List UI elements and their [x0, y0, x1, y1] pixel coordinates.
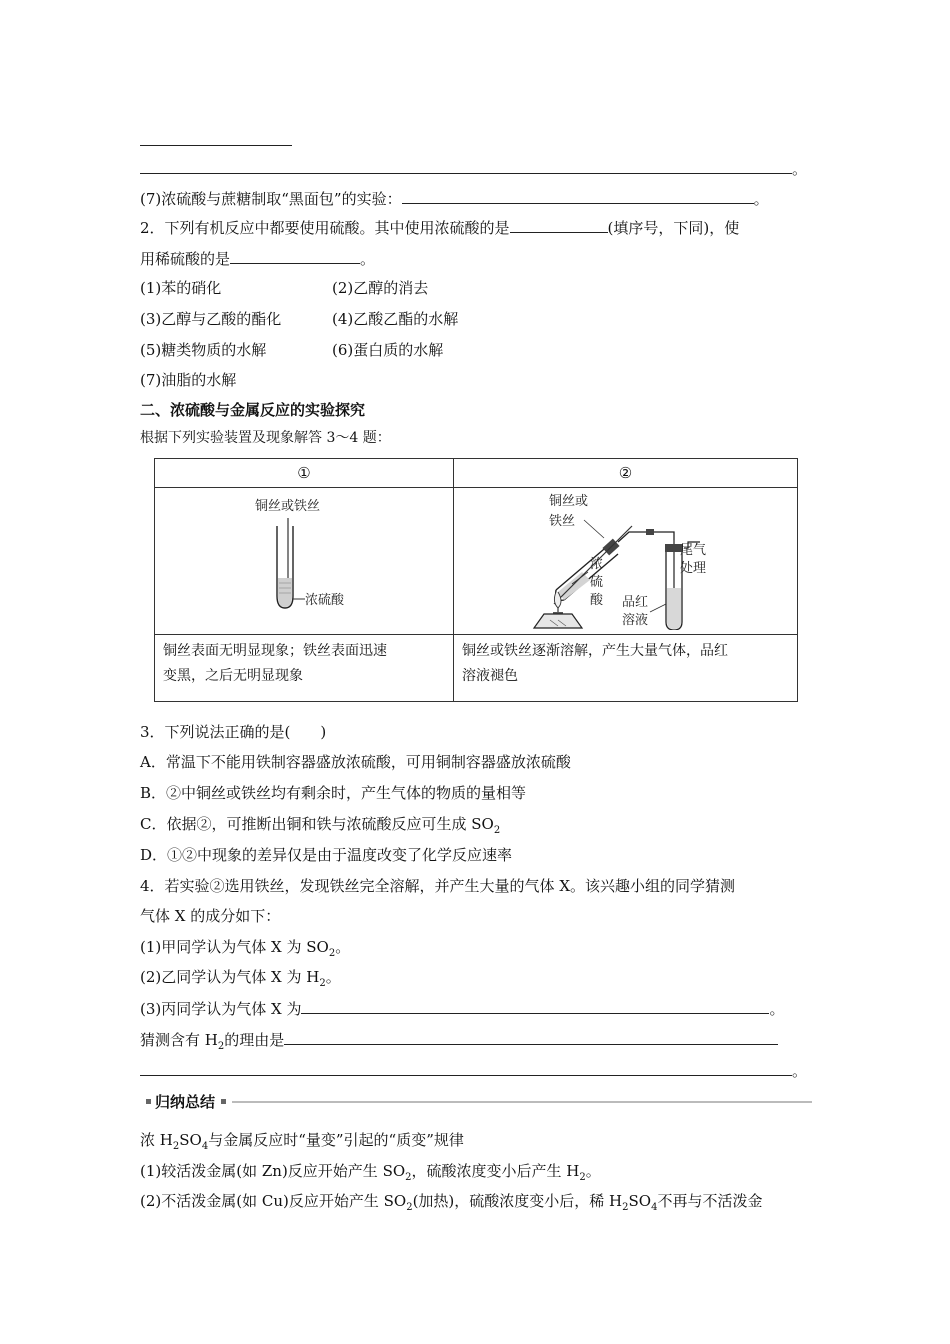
- answer-blank-reason[interactable]: [284, 1029, 778, 1045]
- answer-blank-gas[interactable]: [301, 998, 769, 1014]
- svg-text:品红: 品红: [622, 595, 649, 610]
- figure-2-cell: [454, 488, 798, 635]
- question-7: (7)浓硫酸与蔗糖制取“黑面包”的实验： 。: [140, 190, 769, 208]
- option-row: (1)苯的硝化 (2)乙醇的消去: [140, 279, 429, 297]
- svg-text:硫: 硫: [590, 575, 604, 590]
- test-tube-figure: [155, 488, 453, 630]
- svg-text:铜丝或: 铜丝或: [549, 494, 589, 509]
- reason-line-2[interactable]: 。: [140, 1060, 812, 1081]
- summary-title: 浓 $H_2SO_4$与金属反应时“量变”引起的“质变”规律: [140, 1131, 464, 1152]
- option-c[interactable]: C．依据②，可推断出铜和铁与浓硫酸反应可生成 $SO_2$: [140, 815, 501, 836]
- answer-blank-q7[interactable]: [402, 188, 754, 204]
- answer-blank-conc[interactable]: [510, 217, 608, 233]
- apparatus-figure: [454, 488, 797, 630]
- answer-line-full[interactable]: 。: [140, 158, 812, 179]
- svg-text:溶液: 溶液: [622, 613, 649, 628]
- option-row: (7)油脂的水解: [140, 371, 237, 389]
- guess-1: (1)甲同学认为气体 X 为 $SO_2$。: [140, 938, 351, 959]
- summary-rule-1: (1)较活泼金属(如 Zn)反应开始产生 $SO_2$，硫酸浓度变小后产生 $H_2$。: [140, 1162, 601, 1183]
- question-2-line2: 用稀硫酸的是 。: [140, 250, 376, 268]
- answer-line-top[interactable]: [140, 130, 812, 151]
- fig1-label-wire: 铜丝或铁丝: [255, 499, 321, 514]
- svg-text:铁丝: 铁丝: [549, 514, 576, 529]
- option-row: (3)乙醇与乙酸的酯化 (4)乙酸乙酯的水解: [140, 310, 459, 328]
- option-a[interactable]: A．常温下不能用铁制容器盛放浓硫酸，可用铜制容器盛放浓硫酸: [140, 753, 571, 771]
- guess-2: (2)乙同学认为气体 X 为 $H_2$。: [140, 968, 341, 989]
- reason-line: 猜测含有 $H_2$的理由是: [140, 1029, 812, 1050]
- section-title: 二、浓硫酸与金属反应的实验探究: [140, 401, 366, 419]
- summary-tag: 归纳总结: [155, 1093, 216, 1111]
- summary-divider: [140, 1092, 812, 1112]
- fig1-label-acid: 浓硫酸: [305, 593, 345, 608]
- question-3-stem: 3．下列说法正确的是( ): [140, 723, 327, 741]
- option-d[interactable]: D．①②中现象的差异仅是由于温度改变了化学反应速率: [140, 846, 513, 864]
- option-row: (5)糖类物质的水解 (6)蛋白质的水解: [140, 341, 444, 359]
- table-header-1: ①: [155, 459, 454, 488]
- option-b[interactable]: B．②中铜丝或铁丝均有剩余时，产生气体的物质的量相等: [140, 784, 527, 802]
- question-4-line1: 4．若实验②选用铁丝，发现铁丝完全溶解，并产生大量的气体 X。该兴趣小组的同学猜测: [140, 877, 735, 895]
- figure-1-cell: [155, 488, 454, 635]
- svg-text:处理: 处理: [680, 561, 707, 576]
- table-header-2: ②: [454, 459, 798, 488]
- summary-rule-2: (2)不活泼金属(如 Cu)反应开始产生 $SO_2$(加热)，硫酸浓度变小后，稀 $H_2SO_4$不再与不活泼金: [140, 1192, 763, 1213]
- section-intro: 根据下列实验装置及现象解答 3～4 题：: [140, 430, 391, 446]
- answer-blank-dilute[interactable]: [230, 248, 360, 264]
- svg-text:尾气: 尾气: [680, 543, 707, 558]
- question-4-line2: 气体 X 的成分如下：: [140, 907, 281, 925]
- svg-text:酸: 酸: [590, 593, 604, 608]
- svg-text:浓: 浓: [590, 557, 604, 572]
- result-cell-2: 铜丝或铁丝逐渐溶解，产生大量气体，品红 溶液褪色: [454, 635, 798, 702]
- question-2-line1: 2．下列有机反应中都要使用硫酸。其中使用浓硫酸的是 (填序号，下同)，使: [140, 219, 740, 237]
- experiment-table: [154, 458, 798, 702]
- result-cell-1: 铜丝表面无明显现象；铁丝表面迅速 变黑，之后无明显现象: [155, 635, 454, 702]
- guess-3: (3)丙同学认为气体 X 为 。: [140, 1000, 785, 1018]
